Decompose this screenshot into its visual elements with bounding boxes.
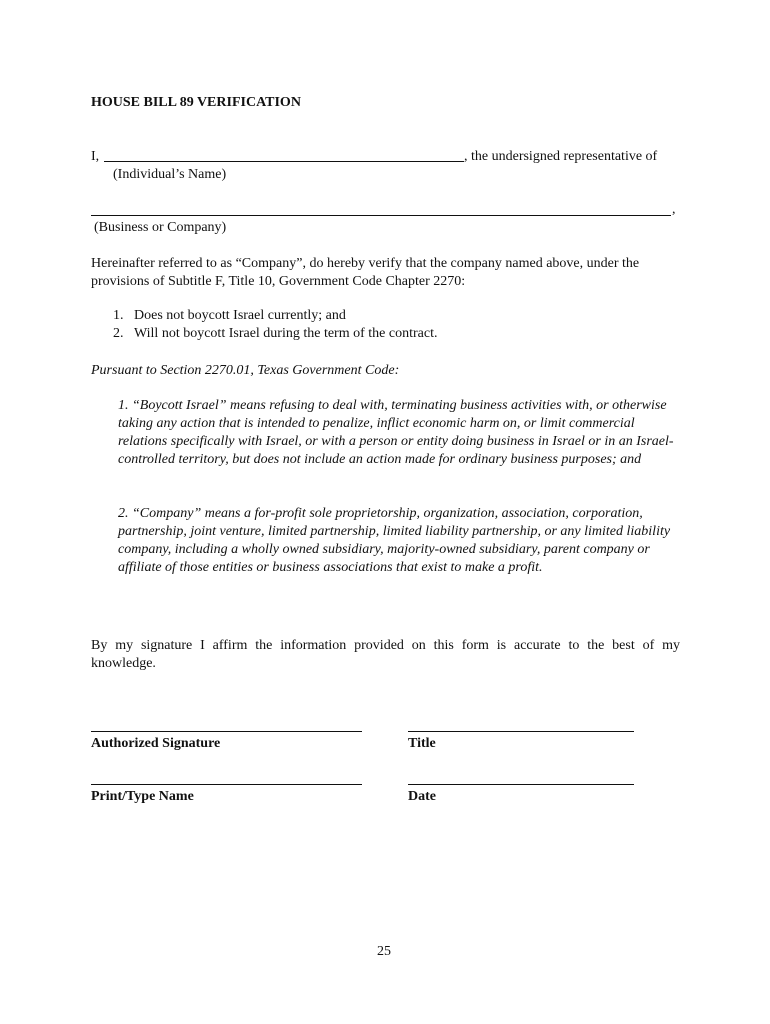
- verification-item: [113, 307, 346, 325]
- business-name-caption: (Business or Company): [94, 220, 227, 235]
- title-label: Title: [408, 736, 436, 751]
- intro-suffix: , the undersigned representative of: [464, 149, 658, 164]
- individual-name-caption: (Individual’s Name): [113, 167, 227, 182]
- affirmation-text: By my signature I affirm the information provided on this form is accurate to the best of my knowledge.: [91, 638, 680, 671]
- date-line[interactable]: [408, 784, 634, 785]
- individual-name-line[interactable]: [104, 161, 464, 162]
- document-title: HOUSE BILL 89 VERIFICATION: [91, 95, 301, 110]
- authorized-signature-line[interactable]: [91, 731, 362, 732]
- title-line[interactable]: [408, 731, 634, 732]
- definition-boycott-israel: 1. “Boycott Israel” means refusing to deal with, terminating business activities with, or otherwise taking any action that is intended to penalize, inflict economic harm on, or limit commercial relations specifically with Israel, or with a person or entity doing business in Israel or in an Israel-controlled territory, but does not include an action made for ordinary business purposes; and: [118, 398, 674, 467]
- verification-text: Does not boycott Israel currently; and: [134, 308, 346, 323]
- business-name-line[interactable]: [91, 215, 671, 216]
- pursuant-heading: Pursuant to Section 2270.01, Texas Government Code:: [91, 363, 400, 378]
- date-label: Date: [408, 789, 436, 804]
- verification-text: Will not boycott Israel during the term of the contract.: [134, 326, 438, 341]
- verification-number: 1.: [113, 308, 124, 323]
- company-line-suffix: ,: [672, 202, 676, 217]
- print-type-name-label: Print/Type Name: [91, 789, 194, 804]
- verification-number: 2.: [113, 326, 124, 341]
- definition-company: 2. “Company” means a for-profit sole proprietorship, organization, association, corporation, partnership, joint venture, limited partnership, limited liability partnership, or any limited liability company, including a wholly owned subsidiary, majority-owned subsidiary, parent company or affiliate of those entities or business associations that exist to make a profit.: [118, 506, 671, 575]
- page-number: 25: [377, 944, 391, 959]
- authorized-signature-label: Authorized Signature: [91, 736, 221, 751]
- print-type-name-line[interactable]: [91, 784, 362, 785]
- intro-prefix: I,: [91, 149, 100, 164]
- verification-statement: Hereinafter referred to as “Company”, do hereby verify that the company named above, under the provisions of Subtitle F, Title 10, Government Code Chapter 2270:: [91, 256, 640, 289]
- verification-item: [113, 325, 437, 343]
